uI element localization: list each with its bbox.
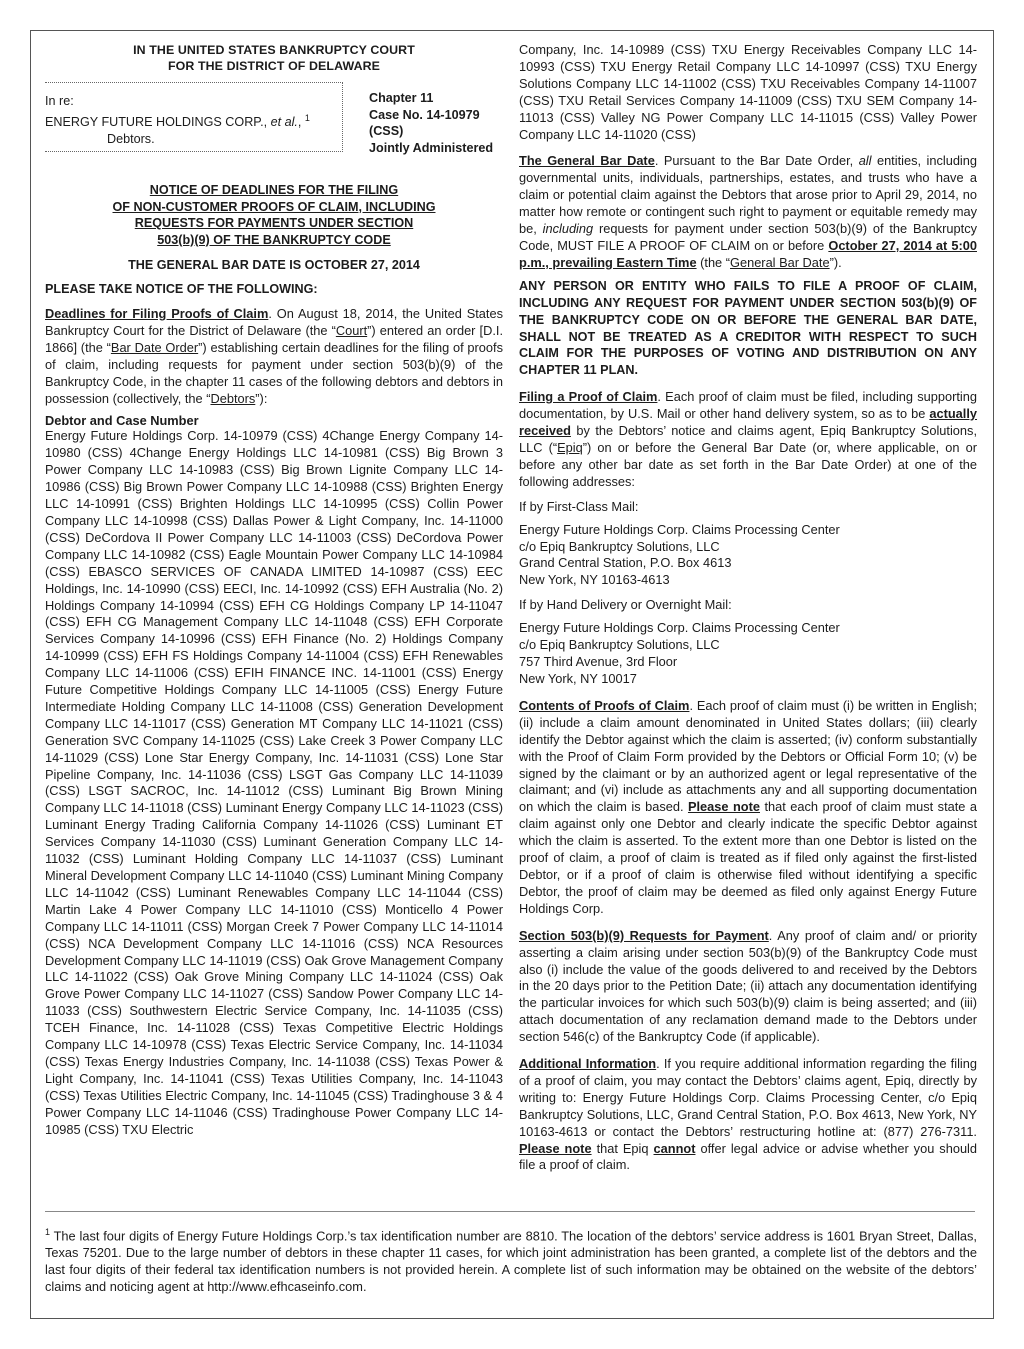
- filing-paragraph: Filing a Proof of Claim. Each proof of claim must be filed, including supporting documentation, by U.S. Mail or other hand delivery system, so as to be actually received by the Debtors’ notice and claims agent, Epiq Bankruptcy Solutions, LLC (“Epiq”) on or before the General Bar Date (or, where applicable, on or before any other bar date as set forth in the Bar Date Order) at one of the following addresses:: [519, 389, 978, 489]
- mail-address: Energy Future Holdings Corp. Claims Processing Center c/o Epiq Bankruptcy Solutions, LLC Grand Central Station, P.O. Box 4613 New York, NY 10163-4613: [519, 521, 840, 588]
- debtor-list-heading: Debtor and Case Number: [45, 413, 199, 429]
- mail-label: If by First-Class Mail:: [519, 498, 639, 514]
- deadlines-paragraph: Deadlines for Filing Proofs of Claim. On August 18, 2014, the United States Bankruptcy Court for the District of Delaware (the “Court”) entered an order [D.I. 1866] (the “Bar Date Order”) establishing certain deadlines for the filing of proofs of claim, including requests for payment under section 503(b)(9) of the Bankruptcy Code, in the chapter 11 cases of the following debtors and debtors in possession (collectively, the “Debtors”):: [45, 306, 503, 406]
- caption-parties: In re: ENERGY FUTURE HOLDINGS CORP., et al., $^1$ Debtors.: [45, 82, 343, 152]
- notice-title: NOTICE OF DEADLINES FOR THE FILING OF NON-CUSTOMER PROOFS OF CLAIM, INCLUDING REQUESTS FOR PAYMENTS UNDER SECTION 503(b)(9) OF THE BANKRUPTCY CODE: [112, 183, 436, 247]
- section-503-paragraph: Section 503(b)(9) Requests for Payment. Any proof of claim and/ or priority asserting a claim arising under section 503(b)(9) of the Bankruptcy Code must also (i) include the value of the goods delivered to and received by the Debtors in the 20 days prior to the Petition Date; (ii) attach any documentation identifying the particular invoices for which such 503(b)(9) claim is being asserted; and (iii) attach documentation of any reclamation demand made to the Debtors under section 546(c) of the Bankruptcy Code (if applicable).: [519, 927, 977, 1045]
- contents-paragraph: Contents of Proofs of Claim. Each proof of claim must (i) be written in English; (ii) include a claim amount denominated in United States dollars; (iii) clearly identify the Debtor against which the claim is asserted; (iv) conform substantially with the Proof of Claim Form provided by the Debtors or Official Form 10; (v) be signed by the claimant or by an authorized agent or legal representative of the claimant; and (vi) include as attachments any and all supporting documentation on which the claim is based. Please note that each proof of claim must state a claim against only one Debtor and clearly indicate the specific Debtor against which the claim is asserted. To the extent more than one Debtor is listed on the proof of claim, a proof of claim is treated as if filed only against the first-listed Debtor, or if a proof of claim is otherwise filed without identifying a specific Debtor, the proof of claim may be deemed as filed only against Energy Future Holdings Corp.: [519, 697, 977, 916]
- court-heading: IN THE UNITED STATES BANKRUPTCY COURT FOR THE DISTRICT OF DELAWARE: [133, 43, 415, 73]
- hand-delivery-label: If by Hand Delivery or Overnight Mail:: [519, 597, 732, 613]
- additional-info-paragraph: Additional Information. If you require additional information regarding the filing of a proof of claim, you may contact the Debtors’ claims agent, Epiq, directly by writing to: Energy Future Holdings Corp. Claims Processing Center, c/o Epiq Bankruptcy Solutions, LLC, Grand Central Station, P.O. Box 4613, New York, NY 10163-4613 or contact the Debtors’ restructuring hotline at: (877) 276-7311. Please note that Epiq cannot offer legal advice or advise whether you should file a proof of claim.: [519, 1056, 978, 1173]
- debtor-list: Energy Future Holdings Corp. 14-10979 (CSS) 4Change Energy Company 14-10980 (CSS) 4Change Energy Holdings LLC 14-10981 (CSS) Big Brown 3 Power Company LLC 14-10983 (CSS) Big Brown Lignite Company LLC 14-10986 (CSS) Big Brown Power Company LLC 14-10988 (CSS) Brighten Energy LLC 14-10991 (CSS) Brighten Holdings LLC 14-10995 (CSS) Collin Power Company LLC 14-10998 (CSS) Dallas Power & Light Company, Inc. 14-11000 (CSS) DeCordova II Power Company LLC 14-11003 (CSS) DeCordova Power Company LLC 14-10982 (CSS) Eagle Mountain Power Company LLC 14-10984 (CSS) EBASCO SERVICES OF CANADA LIMITED 14-10987 (CSS) EEC Holdings, Inc. 14-10990 (CSS) EECI, Inc. 14-10992 (CSS) EFH Australia (No. 2) Holdings Company 14-10994 (CSS) EFH CG Holdings Company LP 14-11047 (CSS) EFH CG Management Company LLC 14-11048 (CSS) EFH Corporate Services Company 14-10996 (CSS) EFH Finance (No. 2) Holdings Company 14-10999 (CSS) EFH FS Holdings Company 14-11004 (CSS) EFH Renewables Company LLC 14-11006 (CSS) EFIH FINANCE INC. 14-11001 (CSS) Energy Future Competitive Holdings Company LLC 14-11005 (CSS) Energy Future Intermediate Holding Company LLC 14-11008 (CSS) Generation Development Company LLC 14-11017 (CSS) Generation MT Company LLC 14-11021 (CSS) Generation SVC Company 14-11025 (CSS) Lake Creek 3 Power Company LLC 14-11029 (CSS) Lone Star Energy Company, Inc. 14-11031 (CSS) Lone Star Pipeline Company, Inc. 14-11036 (CSS) LSGT Gas Company LLC 14-11039 (CSS) LSGT SACROC, Inc. 14-11012 (CSS) Luminant Big Brown Mining Company LLC 14-11018 (CSS) Luminant Energy Company LLC 14-11023 (CSS) Luminant Energy Trading California Company 14-11026 (CSS) Luminant ET Services Company 14-11030 (CSS) Luminant Generation Company LLC 14-11032 (CSS) Luminant Holding Company LLC 14-11037 (CSS) Luminant Mineral Development Company LLC 14-11040 (CSS) Luminant Mining Company LLC 14-11042 (CSS) Luminant Renewables Company LLC 14-11044 (CSS) Martin Lake 4 Power Company LLC 14-11010 (CSS) Monticello 4 Power Company LLC 14-11011 (CSS) Morgan Creek 7 Power Company LLC 14-11014 (CSS) NCA Development Company LLC 14-11016 (CSS) NCA Resources Development Company LLC 14-11019 (CSS) Oak Grove Management Company LLC 14-11022 (CSS) Oak Grove Mining Company LLC 14-11024 (CSS) Oak Grove Power Company LLC 14-11027 (CSS) Sandow Power Company LLC 14-11033 (CSS) Southwestern Electric Service Company, Inc. 14-11035 (CSS) TCEH Finance, Inc. 14-11028 (CSS) Texas Competitive Electric Holdings Company LLC 14-10978 (CSS) Texas Electric Service Company, Inc. 14-11034 (CSS) Texas Energy Industries Company, Inc. 14-11038 (CSS) Texas Power & Light Company, Inc. 14-11041 (CSS) Texas Utilities Company, Inc. 14-11043 (CSS) Texas Utilities Electric Company, Inc. 14-11045 (CSS) Tradinghouse 3 & 4 Power Company LLC 14-11046 (CSS) Tradinghouse Power Company LLC 14-10985 (CSS) TXU Electric: [45, 428, 503, 1137]
- hand-delivery-address: Energy Future Holdings Corp. Claims Processing Center c/o Epiq Bankruptcy Solutions, LLC 757 Third Avenue, 3rd Floor New York, NY 10017: [519, 620, 840, 686]
- bar-date-heading: THE GENERAL BAR DATE IS OCTOBER 27, 2014: [128, 258, 420, 272]
- right-column: [519, 42, 977, 1174]
- caption-case-info: Chapter 11 Case No. 14-10979 (CSS) Jointly Administered: [369, 91, 494, 155]
- debtor-list-continued: Company, Inc. 14-10989 (CSS) TXU Energy Receivables Company LLC 14-10993 (CSS) TXU Energy Retail Company LLC 14-10997 (CSS) TXU Energy Solutions Company LLC 14-11002 (CSS) TXU Receivables Company 14-11007 (CSS) TXU Retail Services Company 14-11009 (CSS) TXU SEM Company 14-11013 (CSS) Valley NG Power Company LLC 14-11015 (CSS) Valley Power Company LLC 14-11020 (CSS): [519, 42, 977, 142]
- case-caption: [45, 82, 503, 194]
- failure-warning: ANY PERSON OR ENTITY WHO FAILS TO FILE A PROOF OF CLAIM, INCLUDING ANY REQUEST FOR PAYMENT UNDER SECTION 503(b)(9) OF THE BANKRUPTCY CODE ON OR BEFORE THE GENERAL BAR DATE, SHALL NOT BE TREATED AS A CREDITOR WITH RESPECT TO SUCH CLAIM FOR THE PURPOSES OF VOTING AND DISTRIBUTION ON ANY CHAPTER 11 PLAN.: [519, 278, 977, 378]
- footnote-divider: [45, 1211, 975, 1212]
- general-bar-date-paragraph: The General Bar Date. Pursuant to the Bar Date Order, all entities, including governmental units, individuals, partnerships, estates, and trusts who have a claim or potential claim against the Debtors that arose prior to April 29, 2014, no matter how remote or contingent such right to payment or equitable remedy may be, including requests for payment under section 503(b)(9) of the Bankruptcy Code, MUST FILE A PROOF OF CLAIM on or before October 27, 2014 at 5:00 p.m., prevailing Eastern Time (the “General Bar Date”).: [519, 153, 978, 270]
- left-column: [45, 42, 503, 1139]
- please-take-notice: PLEASE TAKE NOTICE OF THE FOLLOWING:: [45, 282, 318, 296]
- footnote: $^1$ The last four digits of Energy Future Holdings Corp.’s tax identification number are 8810. The location of the debtors’ service address is 1601 Bryan Street, Dallas, Texas 75201. Due to the large number of debtors in these chapter 11 cases, for which joint administration has been granted, a complete list of the debtors and the last four digits of their federal tax identification numbers is not provided herein. A complete list of such information may be obtained on the website of the debtors’ claims and noticing agent at http://www.efhcaseinfo.com.: [45, 1227, 977, 1294]
